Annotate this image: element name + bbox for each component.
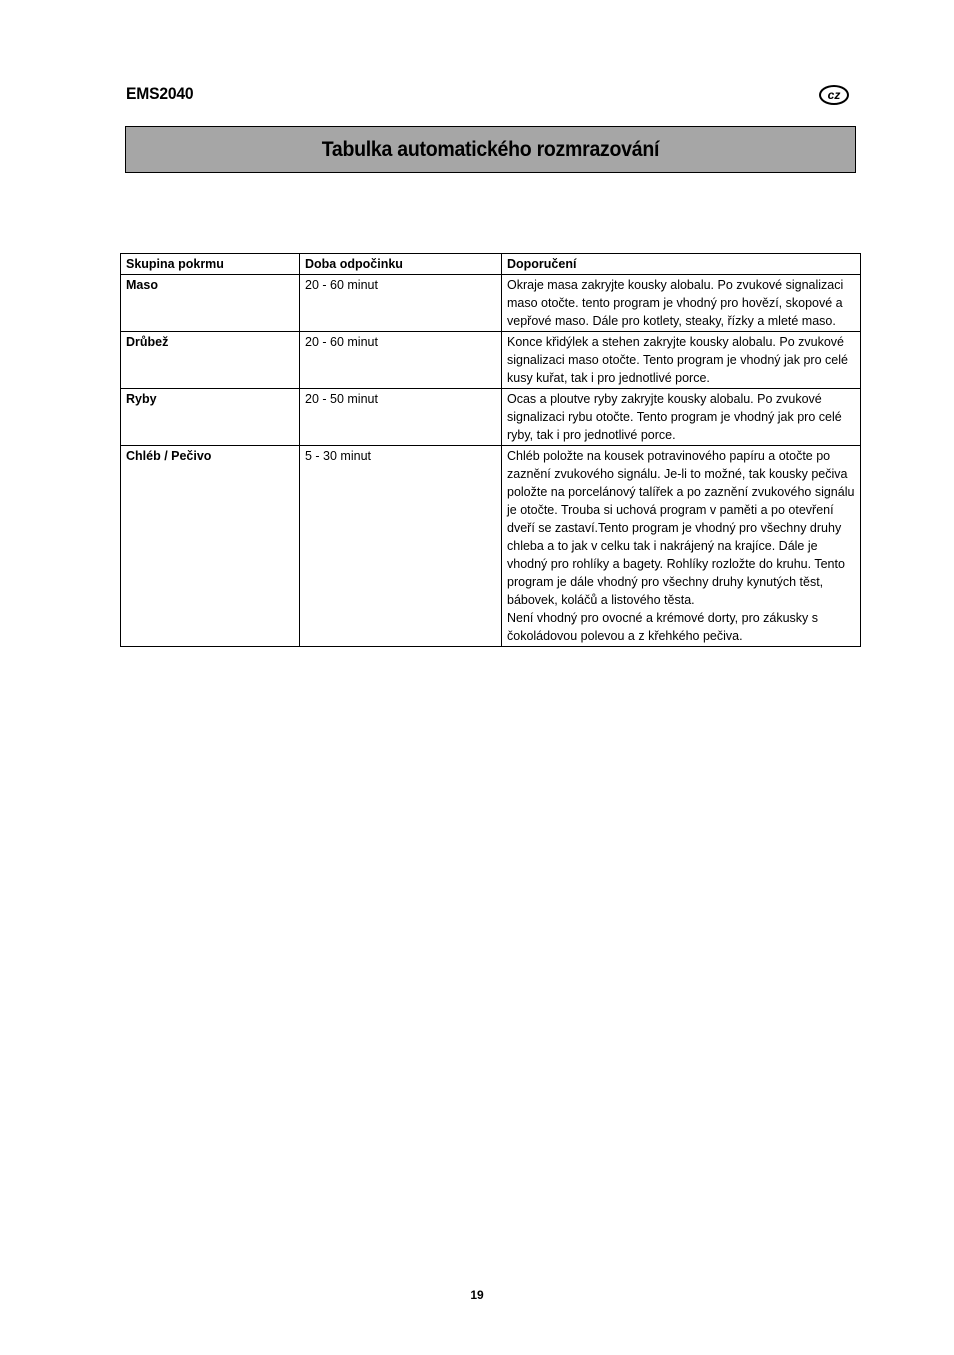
column-header-recommendation: Doporučení <box>502 254 861 275</box>
column-header-rest-time: Doba odpočinku <box>300 254 502 275</box>
table-row <box>121 446 861 647</box>
language-badge <box>819 85 849 105</box>
page-number: 19 <box>470 1288 484 1302</box>
food-group-cell: Ryby <box>121 389 300 446</box>
table-row <box>121 389 861 446</box>
table-header-row <box>121 254 861 275</box>
table-row <box>121 332 861 389</box>
title-banner <box>125 126 856 173</box>
model-number: EMS2040 <box>126 84 194 103</box>
language-code: cz <box>827 88 841 102</box>
rest-time-cell: 20 - 60 minut <box>300 332 502 389</box>
recommendation-note: Není vhodný pro ovocné a krémové dorty, pro zákusky s čokoládovou polevou a z křehkého pečiva. <box>507 611 819 643</box>
recommendation-cell: Okraje masa zakryjte kousky alobalu. Po zvukové signalizaci maso otočte. tento program je vhodný pro hovězí, skopové a vepřové maso. Dále pro kotlety, steaky, řízky a mleté maso. <box>502 275 861 332</box>
defrost-table <box>120 253 861 647</box>
page-title: Tabulka automatického rozmrazování <box>321 137 660 161</box>
column-header-food-group: Skupina pokrmu <box>121 254 300 275</box>
recommendation-cell <box>502 446 861 647</box>
rest-time-cell: 20 - 60 minut <box>300 275 502 332</box>
rest-time-cell: 5 - 30 minut <box>300 446 502 647</box>
recommendation-text: Chléb položte na kousek potravinového papíru a otočte po zaznění zvukového signálu. Je-li to možné, tak kousky pečiva položte na porcelánový talířek a po zaznění zvukového signálu je otočte. Trouba si uchová program v paměti a po otevření dveří se zastaví.Tento program je vhodný pro všechny druhy chleba a to jak v celku tak i nakrájený na krajíce. Dále je vhodný pro rohlíky a bagety. Rohlíky rozložte do kruhu. Tento program je dále vhodný pro všechny druhy kynutých těst, bábovek, koláčů a listového těsta. <box>507 449 855 607</box>
recommendation-cell: Ocas a ploutve ryby zakryjte kousky alobalu. Po zvukové signalizaci rybu otočte. Tento program je vhodný jak pro celé ryby, tak i pro jednotlivé porce. <box>502 389 861 446</box>
food-group-cell: Drůbež <box>121 332 300 389</box>
food-group-cell: Maso <box>121 275 300 332</box>
rest-time-cell: 20 - 50 minut <box>300 389 502 446</box>
food-group-cell: Chléb / Pečivo <box>121 446 300 647</box>
recommendation-cell: Konce křidýlek a stehen zakryjte kousky alobalu. Po zvukové signalizaci maso otočte. Tento program je vhodný jak pro celé kusy kuřat, tak i pro jednotlivé porce. <box>502 332 861 389</box>
table-row <box>121 275 861 332</box>
